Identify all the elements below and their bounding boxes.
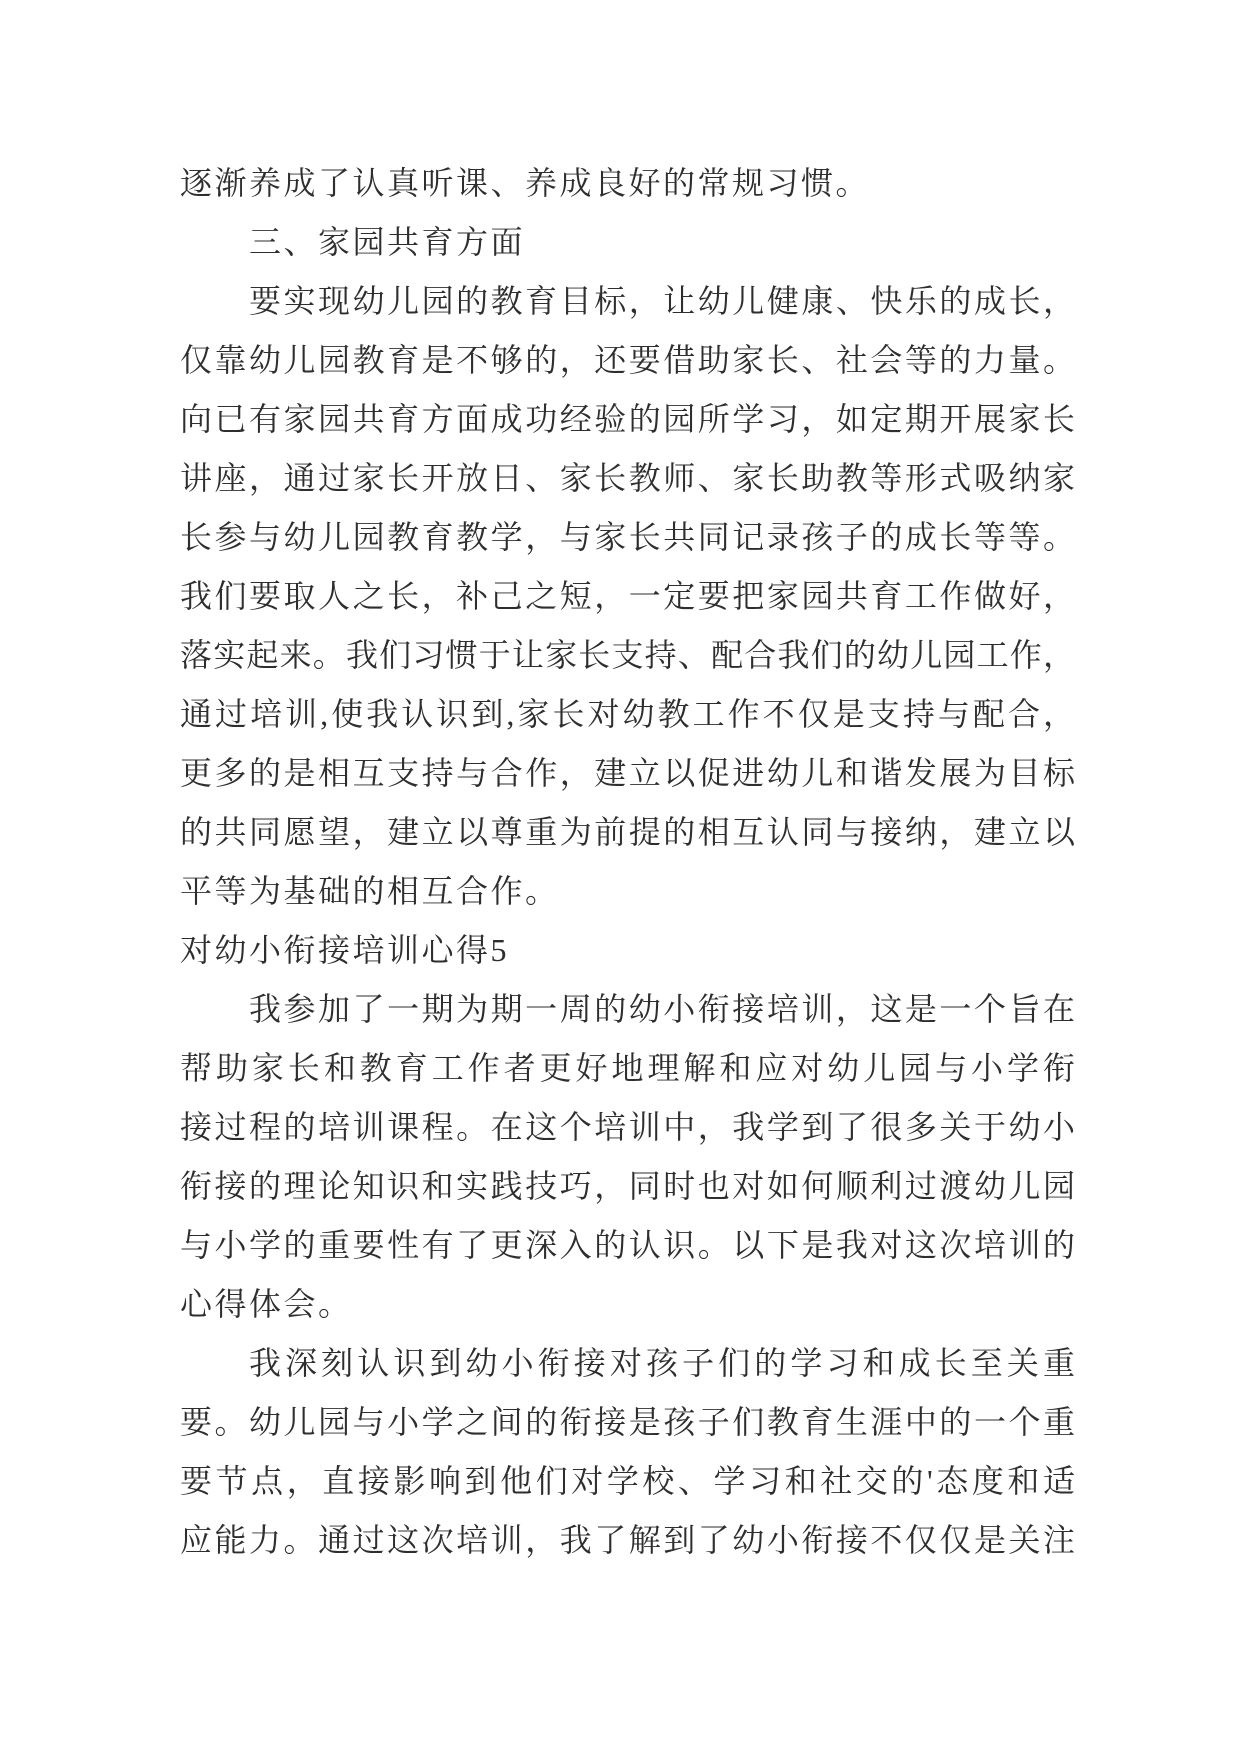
text-line: 通过培训,使我认识到,家长对幼教工作不仅是支持与配合， [180, 696, 1075, 732]
document-body [180, 154, 1075, 1570]
text-line: 我们要取人之长，补己之短，一定要把家园共育工作做好， [180, 578, 1075, 614]
text-line: 心得体会。 [180, 1286, 353, 1322]
text-line: 我深刻认识到幼小衔接对孩子们的学习和成长至关重 [249, 1345, 1075, 1381]
text-line: 三、家园共育方面 [249, 224, 526, 260]
text-line: 要。幼儿园与小学之间的衔接是孩子们教育生涯中的一个重 [180, 1404, 1075, 1440]
text-line: 应能力。通过这次培训，我了解到了幼小衔接不仅仅是关注 [180, 1522, 1075, 1558]
text-line: 讲座，通过家长开放日、家长教师、家长助教等形式吸纳家 [180, 460, 1075, 496]
text-line: 平等为基础的相互合作。 [180, 873, 560, 909]
text-line: 我参加了一期为期一周的幼小衔接培训，这是一个旨在 [249, 991, 1075, 1027]
text-line: 更多的是相互支持与合作，建立以促进幼儿和谐发展为目标 [180, 755, 1075, 791]
text-line: 与小学的重要性有了更深入的认识。以下是我对这次培训的 [180, 1227, 1075, 1263]
text-line: 的共同愿望，建立以尊重为前提的相互认同与接纳，建立以 [180, 814, 1075, 850]
text-line: 长参与幼儿园教育教学，与家长共同记录孩子的成长等等。 [180, 519, 1075, 555]
text-line: 要节点，直接影响到他们对学校、学习和社交的'态度和适 [180, 1463, 1075, 1499]
text-line: 帮助家长和教育工作者更好地理解和应对幼儿园与小学衔 [180, 1050, 1075, 1086]
text-line: 要实现幼儿园的教育目标，让幼儿健康、快乐的成长， [249, 283, 1075, 319]
text-line: 逐渐养成了认真听课、养成良好的常规习惯。 [180, 165, 871, 201]
text-line: 落实起来。我们习惯于让家长支持、配合我们的幼儿园工作， [180, 637, 1075, 673]
text-line: 向已有家园共育方面成功经验的园所学习，如定期开展家长 [180, 401, 1075, 437]
text-line: 接过程的培训课程。在这个培训中，我学到了很多关于幼小 [180, 1109, 1075, 1145]
text-line: 衔接的理论知识和实践技巧，同时也对如何顺利过渡幼儿园 [180, 1168, 1075, 1204]
section-heading-line: 对幼小衔接培训心得5 [180, 932, 510, 968]
text-line: 仅靠幼儿园教育是不够的，还要借助家长、社会等的力量。 [180, 342, 1075, 378]
